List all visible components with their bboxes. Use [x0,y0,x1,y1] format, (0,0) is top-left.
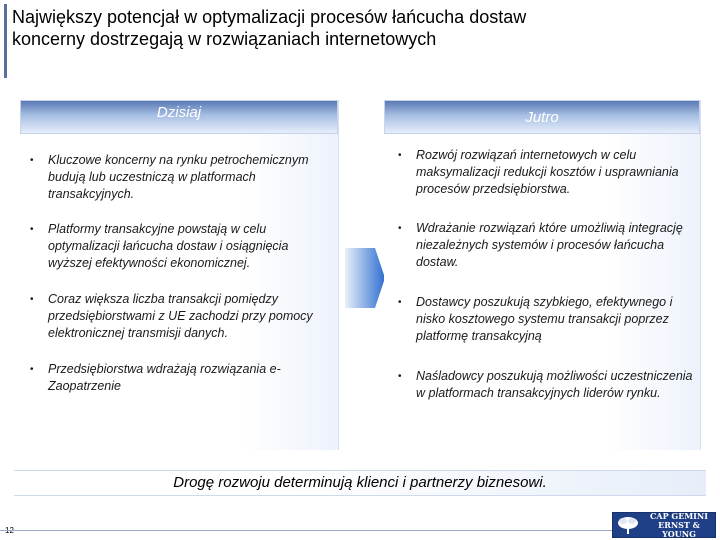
bullet-icon: • [30,155,34,166]
list-item [398,220,700,271]
footer-divider [0,530,612,531]
page-title-line-1: Największy potencjał w optymalizacji procesów łańcucha dostaw [12,7,527,27]
list-item [30,221,332,272]
conclusion-text: Drogę rozwoju determinują klienci i partnerzy biznesowi. [173,474,547,491]
bullet-icon: • [398,150,402,161]
title-accent-bar [4,4,7,78]
company-logo [612,512,716,538]
logo-text-line-2: ERNST & YOUNG [658,519,700,539]
bullet-icon: • [30,364,34,375]
list-item [30,361,332,395]
list-item [398,294,700,345]
list-item-text: Dostawcy poszukują szybkiego, efektywnego i nisko kosztowego systemu transakcji poprzez platformę transakcyjną [416,295,673,343]
list-item [30,291,332,342]
bullet-icon: • [30,294,34,305]
bullet-icon: • [30,224,34,235]
logo-text [643,512,715,539]
page-title-line-2: koncerny dostrzegają w rozwiązaniach internetowych [12,29,437,49]
right-column-header [384,100,700,134]
left-column-header [20,100,338,134]
list-item-text: Wdrażanie rozwiązań które umożliwią integrację niezależnych systemów i procesów łańcucha dostaw. [416,221,683,269]
list-item-text: Coraz większa liczba transakcji pomiędzy przedsiębiorstwami z UE zachodzi przy pomocy elektronicznej transmisji danych. [48,292,313,340]
left-bullet-list [30,152,332,395]
list-item-text: Przedsiębiorstwa wdrażają rozwiązania e-Zaopatrzenie [48,362,281,393]
bullet-icon: • [398,223,402,234]
logo-text-line-1: CAP GEMINI [650,510,708,521]
list-item-text: Naśladowcy poszukują możliwości uczestniczenia w platformach transakcyjnych liderów rynku. [416,369,693,400]
bullet-icon: • [398,297,402,308]
list-item-text: Rozwój rozwiązań internetowych w celu maksymalizacji redukcji kosztów i usprawniania procesów przedsiębiorstwa. [416,148,679,196]
list-item-text: Kluczowe koncerny na rynku petrochemicznym budują lub uczestniczą w platformach transakcyjnych. [48,153,309,201]
right-arrow-icon [345,240,385,316]
list-item [30,152,332,203]
tree-logo-icon [613,513,643,537]
right-bullet-list [398,147,700,402]
conclusion-box [14,470,706,496]
right-column-header-label: Jutro [525,108,559,126]
list-item [398,147,700,198]
list-item [398,368,700,402]
bullet-icon: • [398,371,402,382]
list-item-text: Platformy transakcyjne powstają w celu optymalizacji łańcucha dostaw i osiągnięcia wyższej efektywności ekonomicznej. [48,222,289,270]
page-title [12,6,612,50]
left-column-header-label: Dzisiaj [156,104,202,121]
